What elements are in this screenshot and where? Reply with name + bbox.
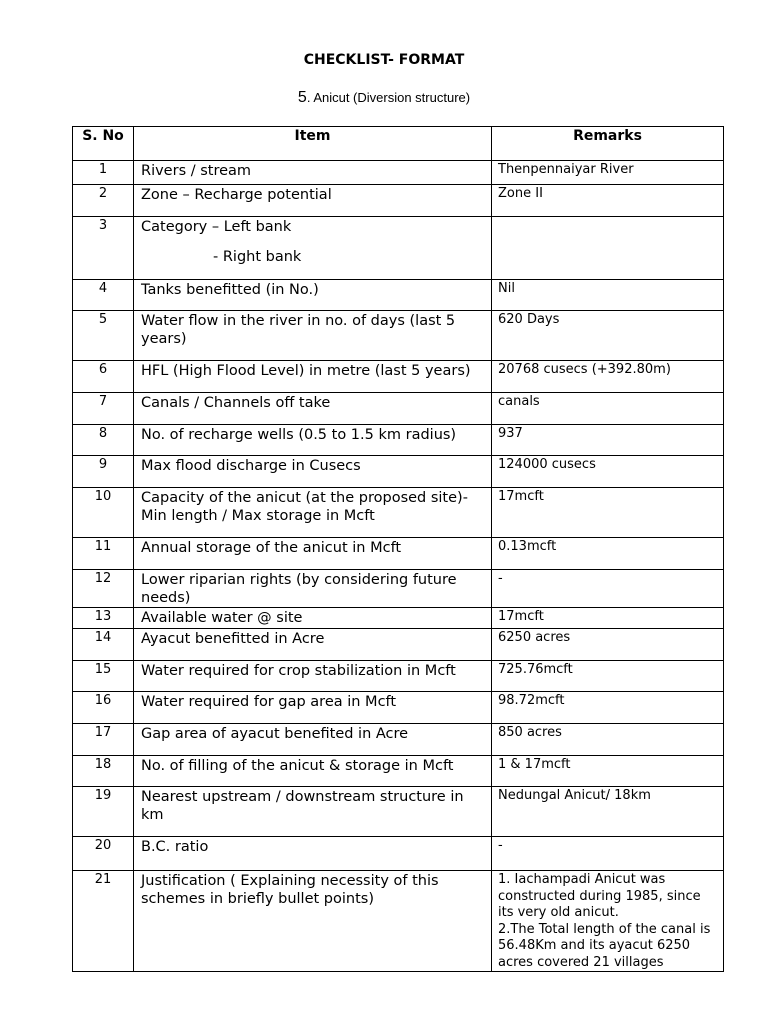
row-sno: 15 [73, 661, 134, 692]
row-item: Rivers / stream [134, 161, 492, 185]
table-row [73, 871, 724, 972]
row-item: Available water @ site [134, 608, 492, 629]
table-row [73, 629, 724, 661]
table-row [73, 425, 724, 456]
row-item: Lower riparian rights (by considering future needs) [134, 570, 492, 608]
table-row [73, 361, 724, 393]
row-item: HFL (High Flood Level) in metre (last 5 years) [134, 361, 492, 393]
row-item: No. of recharge wells (0.5 to 1.5 km radius) [134, 425, 492, 456]
row-sno: 1 [73, 161, 134, 185]
table-row [73, 217, 724, 280]
row-remarks: 850 acres [492, 724, 724, 756]
row-remarks: Thenpennaiyar River [492, 161, 724, 185]
row-remarks: Nedungal Anicut/ 18km [492, 787, 724, 837]
row-remarks: - [492, 837, 724, 871]
table-row [73, 456, 724, 488]
table-row [73, 488, 724, 538]
table-row [73, 311, 724, 361]
row-sno: 18 [73, 756, 134, 787]
table-row [73, 538, 724, 570]
row-remarks [492, 871, 724, 972]
row-sno: 8 [73, 425, 134, 456]
table-row [73, 280, 724, 311]
row-remarks: 98.72mcft [492, 692, 724, 724]
row-remarks: 20768 cusecs (+392.80m) [492, 361, 724, 393]
row-remarks: 937 [492, 425, 724, 456]
remarks-line: 1. Iachampadi Anicut was constructed during 1985, since its very old anicut. [498, 872, 701, 920]
row-item: Justification ( Explaining necessity of this schemes in briefly bullet points) [134, 871, 492, 972]
table-header-row [73, 127, 724, 161]
row-item: B.C. ratio [134, 837, 492, 871]
row-remarks: canals [492, 393, 724, 425]
row-sno: 4 [73, 280, 134, 311]
row-remarks: 17mcft [492, 488, 724, 538]
row-item: Water flow in the river in no. of days (last 5 years) [134, 311, 492, 361]
row-item: Water required for crop stabilization in Mcft [134, 661, 492, 692]
row-remarks: 0.13mcft [492, 538, 724, 570]
row-remarks: 124000 cusecs [492, 456, 724, 488]
row-item: Annual storage of the anicut in Mcft [134, 538, 492, 570]
row-item: Capacity of the anicut (at the proposed site)- Min length / Max storage in Mcft [134, 488, 492, 538]
row-sno: 21 [73, 871, 134, 972]
row-remarks: 17mcft [492, 608, 724, 629]
row-sno: 10 [73, 488, 134, 538]
column-header-sno: S. No [73, 127, 134, 161]
row-sno: 20 [73, 837, 134, 871]
row-sno: 7 [73, 393, 134, 425]
row-sno: 16 [73, 692, 134, 724]
row-item: Max flood discharge in Cusecs [134, 456, 492, 488]
row-sno: 12 [73, 570, 134, 608]
document-subtitle [0, 89, 768, 107]
row-item: Nearest upstream / downstream structure in km [134, 787, 492, 837]
column-header-remarks: Remarks [492, 127, 724, 161]
row-sno: 2 [73, 185, 134, 217]
section-label: . Anicut (Diversion structure) [306, 90, 471, 105]
table-row [73, 161, 724, 185]
table-row [73, 756, 724, 787]
table-row [73, 661, 724, 692]
row-sno: 3 [73, 217, 134, 280]
row-sno: 17 [73, 724, 134, 756]
checklist-table [72, 126, 724, 972]
table-row [73, 837, 724, 871]
table-row [73, 692, 724, 724]
row-sno: 5 [73, 311, 134, 361]
table-row [73, 608, 724, 629]
row-remarks: 1 & 17mcft [492, 756, 724, 787]
row-sno: 6 [73, 361, 134, 393]
row-remarks: 6250 acres [492, 629, 724, 661]
row-remarks: 620 Days [492, 311, 724, 361]
remarks-line: 2.The Total length of the canal is 56.48Km and its ayacut 6250 acres covered 21 villages [498, 921, 711, 970]
row-sno: 11 [73, 538, 134, 570]
table-row [73, 570, 724, 608]
table-row [73, 787, 724, 837]
row-remarks: Nil [492, 280, 724, 311]
row-remarks: 725.76mcft [492, 661, 724, 692]
row-remarks: Zone II [492, 185, 724, 217]
row-sno: 9 [73, 456, 134, 488]
row-remarks [492, 217, 724, 280]
column-header-item: Item [134, 127, 492, 161]
row-item: Gap area of ayacut benefited in Acre [134, 724, 492, 756]
row-item-line: Category – Left bank [141, 219, 292, 235]
section-number: 5 [297, 89, 307, 106]
table-row [73, 185, 724, 217]
row-remarks: - [492, 570, 724, 608]
row-sno: 13 [73, 608, 134, 629]
row-item: Canals / Channels off take [134, 393, 492, 425]
row-item: Zone – Recharge potential [134, 185, 492, 217]
row-item-line: - Right bank [213, 249, 302, 265]
row-item: Ayacut benefitted in Acre [134, 629, 492, 661]
document-title: CHECKLIST- FORMAT [303, 52, 465, 68]
row-sno: 19 [73, 787, 134, 837]
table-row [73, 724, 724, 756]
row-item: Tanks benefitted (in No.) [134, 280, 492, 311]
row-sno: 14 [73, 629, 134, 661]
row-item: No. of filling of the anicut & storage in Mcft [134, 756, 492, 787]
row-item: Water required for gap area in Mcft [134, 692, 492, 724]
row-item [134, 217, 492, 280]
table-row [73, 393, 724, 425]
